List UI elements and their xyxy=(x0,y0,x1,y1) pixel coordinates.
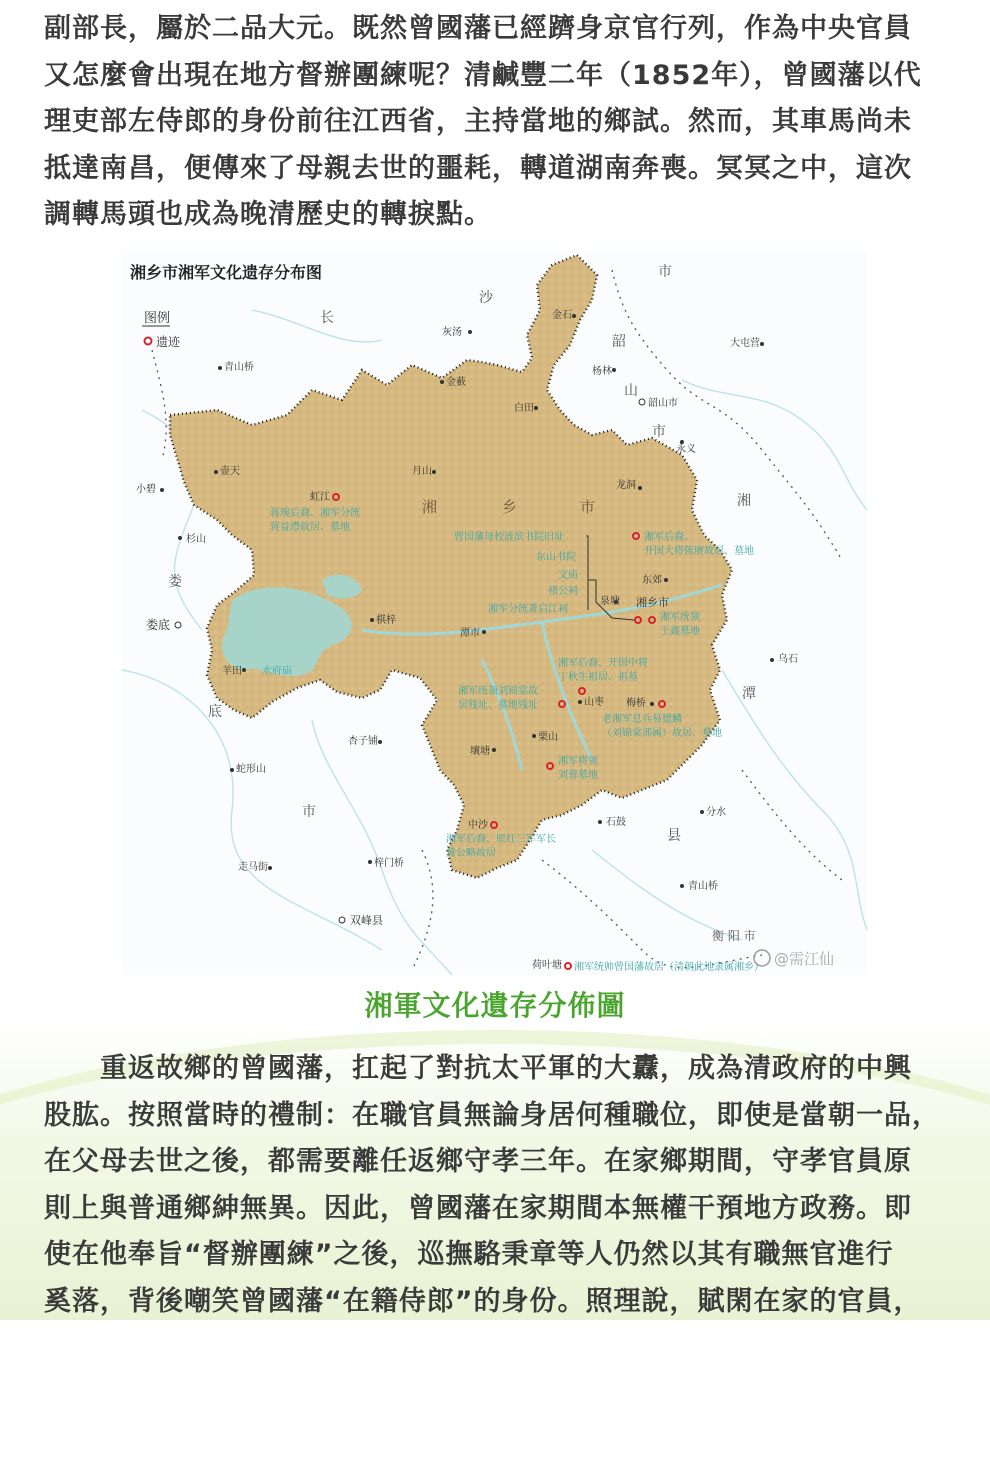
place-label: 中沙 xyxy=(468,820,488,831)
place-label: 壶天 xyxy=(220,466,240,477)
place-label: 金薮 xyxy=(446,377,466,388)
heritage-distribution-map xyxy=(122,250,867,975)
text-line: 使在他奉旨“督辦團練”之後，巡撫駱秉章等人仍然以其有職無官進行 xyxy=(44,1239,894,1270)
text-line: 抵達南昌，便傳來了母親去世的噩耗，轉道湖南奔喪。冥冥之中，這次 xyxy=(44,152,912,184)
site-label: 湘军后裔、开国中将 xyxy=(558,658,648,669)
center-char: 湘 xyxy=(422,498,438,516)
paragraph-top xyxy=(44,6,959,239)
place-label: 大屯营 xyxy=(730,338,760,349)
place-dot xyxy=(268,866,272,870)
place-label: 梓门桥 xyxy=(374,858,404,869)
place-label: 分水 xyxy=(706,807,726,818)
text-line: 重返故鄉的曾國藩，扛起了對抗太平軍的大纛，成為清政府的中興 xyxy=(100,1053,912,1084)
site-label: 曾国藩母校涟滨书院旧址 xyxy=(454,532,564,543)
paragraph-bottom xyxy=(44,1046,959,1325)
place-dot xyxy=(598,820,602,824)
place-label: 小碧 xyxy=(136,484,156,495)
site-label: 王鑫墓地 xyxy=(660,626,700,637)
weibo-watermark xyxy=(754,950,834,968)
place-dot xyxy=(612,368,616,372)
place-label: 潭市 xyxy=(460,628,480,639)
center-char: 乡 xyxy=(502,498,518,516)
place-label: 棋梓 xyxy=(376,615,396,626)
place-label: 青山桥 xyxy=(688,881,718,892)
site-label: 湘军统领 xyxy=(660,612,700,623)
site-label: 湘军分统萧启江祠 xyxy=(488,604,568,615)
place-dot xyxy=(638,486,642,490)
site-label: 开国大将陈赓故居、墓地 xyxy=(644,546,754,557)
place-dot xyxy=(482,630,486,634)
region-hengyang: 衡 阳 市 xyxy=(712,929,756,943)
site-label: 湘军统领刘锦棠故 xyxy=(458,686,538,697)
region-char: 潭 xyxy=(742,686,756,702)
place-label: 壤塘 xyxy=(470,746,490,757)
site-label: 蒋琬后裔、湘军分统 xyxy=(270,508,360,519)
place-dot xyxy=(175,622,181,628)
region-char: 山 xyxy=(624,383,638,399)
site-label: 黄公略故居 xyxy=(446,848,496,859)
center-char: 市 xyxy=(580,498,596,516)
site-label: 刘蓉墓地 xyxy=(558,770,598,781)
site-label: 湘军后裔、 xyxy=(644,532,694,543)
site-label: 湘军统帅曾国藩故居（清朝此地隶属湘乡） xyxy=(574,962,764,973)
region-char: 沙 xyxy=(479,290,493,306)
site-label: 蒋益澧故居、墓地 xyxy=(270,522,350,533)
watermark-text: @需江仙 xyxy=(774,950,835,968)
site-label: 文庙 xyxy=(558,570,578,581)
text-line: 又怎麼會出現在地方督辦團練呢？清鹹豐二年（1852年），曾國藩以代 xyxy=(44,59,922,91)
region-char: 市 xyxy=(652,424,666,440)
place-dot xyxy=(650,702,654,706)
place-dot xyxy=(214,470,218,474)
site-label: 湘军将领 xyxy=(558,756,598,767)
place-dot xyxy=(760,342,764,346)
place-label: 双峰县 xyxy=(350,914,383,927)
place-label: 金石 xyxy=(552,310,572,321)
place-label: 杉山 xyxy=(186,534,206,545)
place-dot xyxy=(242,668,246,672)
region-char: 县 xyxy=(667,828,681,844)
place-label: 栗山 xyxy=(538,732,558,743)
place-label: 山枣 xyxy=(584,697,604,708)
site-label: 东山书院 xyxy=(536,552,576,563)
place-label: 羊田 xyxy=(222,666,242,677)
region-char: 韶 xyxy=(612,334,626,350)
place-label: 荷叶塘 xyxy=(532,960,562,971)
site-dot xyxy=(565,963,571,969)
place-label: 湘乡市 xyxy=(636,596,669,609)
place-label: 青山桥 xyxy=(224,362,254,373)
region-char: 长 xyxy=(320,310,334,326)
place-label: 走马街 xyxy=(238,862,268,873)
place-dot xyxy=(178,536,182,540)
place-dot xyxy=(432,470,436,474)
text-line: 調轉馬頭也成為晚清歷史的轉捩點。 xyxy=(44,199,492,230)
place-label: 泉塘 xyxy=(600,596,620,607)
place-dot xyxy=(578,700,582,704)
place-dot xyxy=(534,406,538,410)
place-label: 梅桥 xyxy=(626,698,646,709)
place-dot xyxy=(230,768,234,772)
place-dot xyxy=(468,330,472,334)
text-line: 股肱。按照當時的禮制：在職官員無論身居何種職位，即使是當朝一品， xyxy=(44,1099,940,1131)
text-line: 副部長，屬於二品大元。既然曾國藩已經躋身京官行列，作為中央官員 xyxy=(44,13,912,44)
place-dot xyxy=(492,748,496,752)
place-label: 灰汤 xyxy=(442,327,462,338)
place-label: 蛇形山 xyxy=(236,764,266,775)
map-svg xyxy=(122,250,867,975)
region-char: 湘 xyxy=(737,493,751,509)
text-line: 理吏部左侍郎的身份前往江西省，主持當地的鄉試。然而，其車馬尚未 xyxy=(44,106,912,137)
site-label: 居残址、墓地残址 xyxy=(458,700,538,711)
place-label: 东郊 xyxy=(642,575,662,586)
site-label: 老湘军总兵易德麟 xyxy=(602,714,682,725)
place-dot xyxy=(218,366,222,370)
text-line: 在父母去世之後，都需要離任返鄉守孝三年。在家鄉期間，守孝官員原 xyxy=(44,1146,912,1177)
legend-title: 图例 xyxy=(144,311,171,326)
place-label: 月山 xyxy=(412,466,432,477)
place-dot xyxy=(680,884,684,888)
site-label: （刘锦棠部属）故居、墓地 xyxy=(602,728,722,739)
place-dot xyxy=(440,380,444,384)
xiangxiang-city-region xyxy=(170,255,732,878)
place-dot xyxy=(368,860,372,864)
text-line: 奚落，背後嘲笑曾國藩“在籍侍郎”的身份。照理說，賦閑在家的官員， xyxy=(44,1285,922,1317)
place-label: 乌石 xyxy=(778,654,798,665)
place-label: 白田 xyxy=(514,403,534,414)
place-dot xyxy=(639,399,645,405)
place-dot xyxy=(378,740,382,744)
site-label: 丁秋生祖居、祖墓 xyxy=(558,672,638,683)
figure-caption: 湘軍文化遺存分佈圖 xyxy=(364,989,626,1022)
place-label: 杨林 xyxy=(592,366,612,377)
place-dot xyxy=(770,658,774,662)
place-dot xyxy=(370,618,374,622)
region-char: 底 xyxy=(208,704,222,720)
map-title: 湘乡市湘军文化遗存分布图 xyxy=(130,263,323,282)
region-char: 市 xyxy=(302,804,316,820)
place-label: 龙洞 xyxy=(616,480,636,491)
place-dot xyxy=(700,810,704,814)
place-dot xyxy=(664,578,668,582)
legend-item-label: 遗迹 xyxy=(156,335,181,349)
region-char: 市 xyxy=(658,264,672,280)
place-label: 韶山市 xyxy=(648,398,678,409)
place-label: 杏子铺 xyxy=(348,736,378,747)
site-label: 褚公祠 xyxy=(548,586,578,597)
place-label: 石鼓 xyxy=(606,817,626,828)
text-line: 則上與普通鄉紳無異。因此，曾國藩在家期間本無權干預地方政務。即 xyxy=(44,1192,912,1224)
site-label: 湘军后裔、原红三军军长 xyxy=(446,834,556,845)
legend-site-dot xyxy=(145,338,152,345)
place-label: 虹江 xyxy=(310,492,330,503)
place-dot xyxy=(532,734,536,738)
place-dot xyxy=(339,917,345,923)
place-dot xyxy=(572,314,576,318)
site-label: 水府庙 xyxy=(262,666,292,677)
place-label: 娄底 xyxy=(146,618,171,632)
place-label: 永义 xyxy=(676,444,696,455)
place-dot xyxy=(160,488,164,492)
region-char: 娄 xyxy=(168,574,182,590)
